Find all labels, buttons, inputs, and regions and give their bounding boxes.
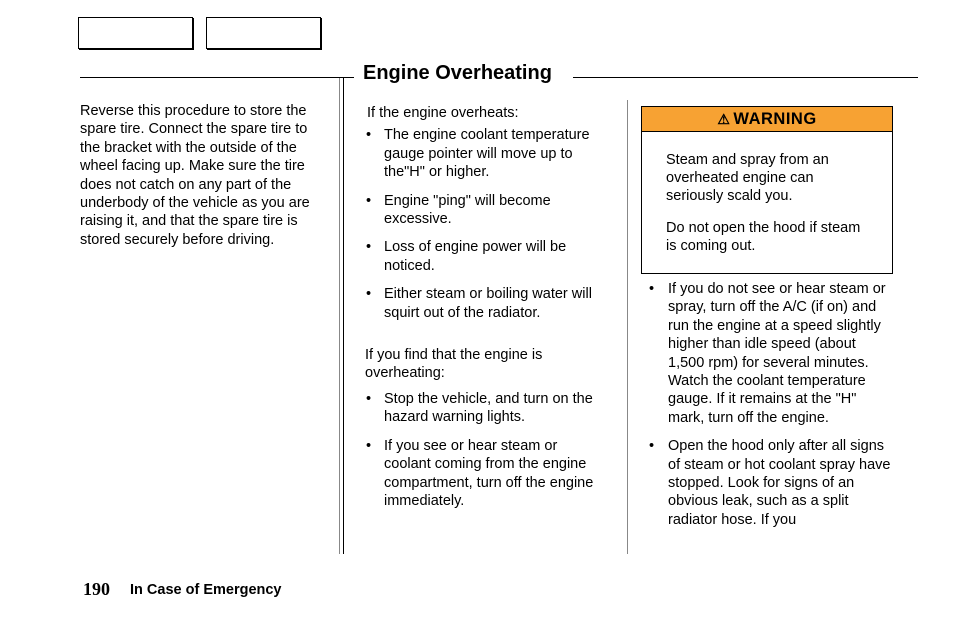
page-title: Engine Overheating (363, 62, 552, 84)
warning-text-1: Steam and spray from an overheated engine can seriously scald you. (666, 152, 829, 204)
list-item: • Stop the vehicle, and turn on the hazard warning lights. (365, 390, 605, 427)
warning-triangle-icon: ⚠ (717, 111, 731, 127)
symptoms-intro: If the engine overheats: (367, 105, 519, 121)
warning-label: WARNING (733, 110, 817, 128)
column-divider-1 (339, 78, 340, 554)
column-divider-2 (627, 100, 628, 554)
warning-box (641, 106, 893, 274)
steps-list (365, 390, 605, 510)
spare-tire-paragraph: Reverse this procedure to store the spare tire. Connect the spare tire to the bracket with the outside of the wheel facing up. Make sure the tire does not catch on any part of the underbody of the vehicle as you are raising it, and that the spare tire is stored securely before driving. (80, 103, 310, 248)
nav-button-next[interactable] (206, 17, 321, 49)
page-number: 190 (83, 579, 110, 599)
list-item: • Open the hood only after all signs of steam or hot coolant spray have stopped. Look for signs of an obvious leak, such as a split radiator hose. If you (648, 437, 896, 529)
list-item: • If you see or hear steam or coolant coming from the engine compartment, turn off the engine immediately. (365, 437, 605, 511)
right-steps-list (648, 280, 896, 529)
steps-intro: If you find that the engine is overheating: (365, 347, 543, 382)
warning-header (642, 107, 892, 132)
left-column (80, 102, 326, 249)
header-rule-right (573, 77, 918, 78)
list-item: • If you do not see or hear steam or spray, turn off the A/C (if on) and run the engine at a speed slightly higher than idle speed (about 1,500 rpm) for several minutes. Watch the coolant temperature gauge. If it remains at the "H" mark, turn off the engine. (648, 280, 896, 427)
symptoms-list (365, 126, 605, 322)
list-item: • Either steam or boiling water will squirt out of the radiator. (365, 285, 605, 322)
middle-column (365, 104, 605, 510)
list-item: • Loss of engine power will be noticed. (365, 238, 605, 275)
nav-button-previous[interactable] (78, 17, 193, 49)
warning-body (642, 132, 892, 255)
column-divider-1-inner (343, 78, 344, 554)
warning-text-2: Do not open the hood if steam is coming out. (666, 220, 861, 254)
list-item: • The engine coolant temperature gauge pointer will move up to the"H" or higher. (365, 126, 605, 181)
list-item: • Engine "ping" will become excessive. (365, 192, 605, 229)
right-column (648, 280, 896, 529)
section-name: In Case of Emergency (130, 582, 282, 598)
header-rule-left (80, 77, 342, 78)
